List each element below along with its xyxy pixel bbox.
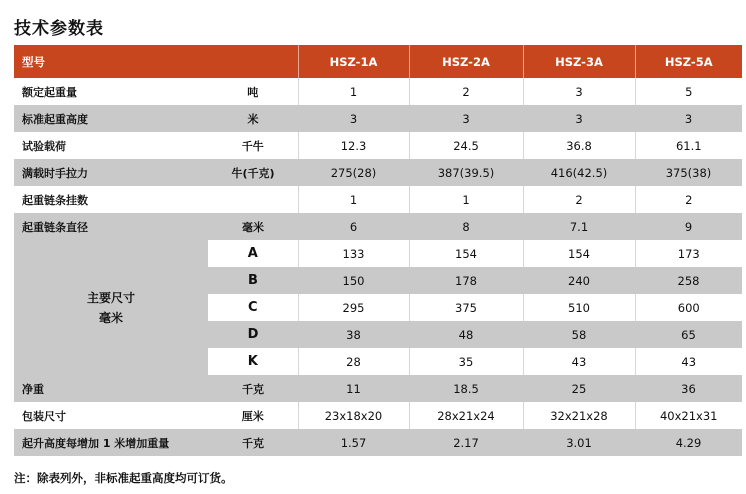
table-row — [14, 78, 742, 105]
cell-value: 600 — [635, 294, 742, 321]
cell-value: 35 — [409, 348, 523, 375]
cell-value: 32x21x28 — [523, 402, 635, 429]
dimensions-label-unit: 毫米 — [98, 310, 123, 325]
cell-value: 1 — [298, 186, 409, 213]
cell-value: 258 — [635, 267, 742, 294]
row-unit: 米 — [208, 105, 298, 132]
row-name: 起重链条挂数 — [14, 186, 208, 213]
cell-value: 3 — [635, 105, 742, 132]
row-unit: 吨 — [208, 78, 298, 105]
cell-value: 43 — [635, 348, 742, 375]
cell-value: 36.8 — [523, 132, 635, 159]
table-row — [14, 105, 742, 132]
dimension-letter: B — [208, 267, 298, 294]
row-name: 包装尺寸 — [14, 402, 208, 429]
model-label: 型号 — [14, 45, 298, 78]
cell-value: 61.1 — [635, 132, 742, 159]
cell-value: 40x21x31 — [635, 402, 742, 429]
row-unit — [208, 186, 298, 213]
row-unit: 毫米 — [208, 213, 298, 240]
cell-value: 387(39.5) — [409, 159, 523, 186]
cell-value: 8 — [409, 213, 523, 240]
row-unit: 千克 — [208, 375, 298, 402]
row-name: 额定起重量 — [14, 78, 208, 105]
cell-value: 1 — [298, 78, 409, 105]
row-unit: 厘米 — [208, 402, 298, 429]
cell-value: 1 — [409, 186, 523, 213]
row-name: 标准起重高度 — [14, 105, 208, 132]
cell-value: 18.5 — [409, 375, 523, 402]
cell-value: 240 — [523, 267, 635, 294]
cell-value: 2 — [409, 78, 523, 105]
table-row — [14, 213, 742, 240]
cell-value: 3 — [298, 105, 409, 132]
cell-value: 7.1 — [523, 213, 635, 240]
cell-value: 133 — [298, 240, 409, 267]
cell-value: 4.29 — [635, 429, 742, 456]
cell-value: 275(28) — [298, 159, 409, 186]
row-name: 净重 — [14, 375, 208, 402]
table-row — [14, 132, 742, 159]
cell-value: 3 — [523, 78, 635, 105]
table-row — [14, 402, 742, 429]
cell-value: 48 — [409, 321, 523, 348]
cell-value: 375 — [409, 294, 523, 321]
cell-value: 58 — [523, 321, 635, 348]
row-unit: 千牛 — [208, 132, 298, 159]
cell-value: 1.57 — [298, 429, 409, 456]
cell-value: 2 — [635, 186, 742, 213]
cell-value: 6 — [298, 213, 409, 240]
footnote: 注：除表列外，非标准起重高度均可订货。 — [14, 471, 233, 485]
cell-value: 43 — [523, 348, 635, 375]
dimension-letter: A — [208, 240, 298, 267]
page-title: 技术参数表 — [14, 19, 104, 39]
table-row — [14, 240, 742, 267]
dimensions-label — [14, 240, 208, 375]
row-name: 满载时手拉力 — [14, 159, 208, 186]
model-header: HSZ-5A — [635, 45, 742, 78]
cell-value: 28 — [298, 348, 409, 375]
cell-value: 11 — [298, 375, 409, 402]
cell-value: 2 — [523, 186, 635, 213]
row-unit: 千克 — [208, 429, 298, 456]
cell-value: 375(38) — [635, 159, 742, 186]
cell-value: 3 — [523, 105, 635, 132]
cell-value: 154 — [409, 240, 523, 267]
spec-table — [14, 45, 742, 456]
dimension-letter: C — [208, 294, 298, 321]
table-header-row — [14, 45, 742, 78]
row-name: 试验载荷 — [14, 132, 208, 159]
cell-value: 24.5 — [409, 132, 523, 159]
cell-value: 3 — [409, 105, 523, 132]
row-name: 起升高度每增加 1 米增加重量 — [14, 429, 208, 456]
cell-value: 28x21x24 — [409, 402, 523, 429]
model-header: HSZ-2A — [409, 45, 523, 78]
dimensions-label-line: 主要尺寸 — [86, 290, 135, 305]
cell-value: 295 — [298, 294, 409, 321]
cell-value: 178 — [409, 267, 523, 294]
cell-value: 23x18x20 — [298, 402, 409, 429]
cell-value: 3.01 — [523, 429, 635, 456]
cell-value: 25 — [523, 375, 635, 402]
cell-value: 12.3 — [298, 132, 409, 159]
table-row — [14, 186, 742, 213]
cell-value: 65 — [635, 321, 742, 348]
cell-value: 150 — [298, 267, 409, 294]
cell-value: 173 — [635, 240, 742, 267]
table-row — [14, 159, 742, 186]
cell-value: 510 — [523, 294, 635, 321]
dimension-letter: K — [208, 348, 298, 375]
dimension-letter: D — [208, 321, 298, 348]
model-header: HSZ-1A — [298, 45, 409, 78]
model-header: HSZ-3A — [523, 45, 635, 78]
cell-value: 154 — [523, 240, 635, 267]
cell-value: 5 — [635, 78, 742, 105]
cell-value: 36 — [635, 375, 742, 402]
cell-value: 9 — [635, 213, 742, 240]
row-name: 起重链条直径 — [14, 213, 208, 240]
cell-value: 2.17 — [409, 429, 523, 456]
row-unit: 牛(千克) — [208, 159, 298, 186]
table-row — [14, 429, 742, 456]
cell-value: 416(42.5) — [523, 159, 635, 186]
table-row — [14, 375, 742, 402]
cell-value: 38 — [298, 321, 409, 348]
